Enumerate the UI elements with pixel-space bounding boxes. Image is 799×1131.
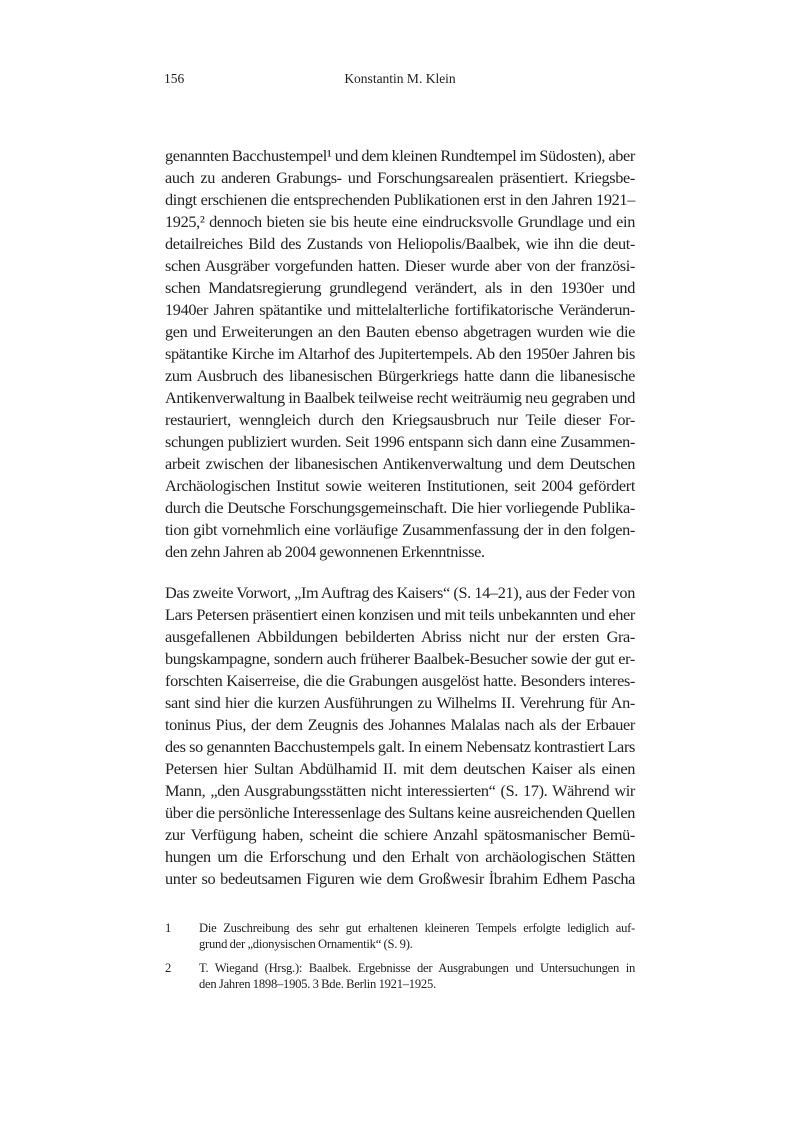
footnote-number: 1 — [165, 921, 172, 935]
text-line: tion gibt vornehmlich eine vorläufige Zusammenfassung der in den folgen- — [165, 520, 635, 539]
text-line: 1940er Jahren spätantike und mittelalterliche fortifikatorische Veränderun- — [165, 300, 635, 319]
footnote-line: grund der „dionysischen Ornamentik“ (S. 9). — [199, 937, 413, 951]
page-number: 156 — [164, 71, 185, 86]
text-line: spätantike Kirche im Altarhof des Jupitertempels. Ab den 1950er Jahren bis — [165, 344, 635, 363]
text-line: Petersen hier Sultan Abdülhamid II. mit dem deutschen Kaiser als einen — [165, 759, 635, 778]
footnote-number: 2 — [165, 961, 172, 975]
text-line: arbeit zwischen der libanesischen Antikenverwaltung und dem Deutschen — [165, 454, 635, 473]
text-line: restauriert, wenngleich durch den Kriegsausbruch nur Teile dieser For- — [165, 410, 635, 429]
footnote-text — [199, 920, 635, 952]
text-line: schen Mandatsregierung grundlegend verändert, als in den 1930er und — [165, 278, 635, 297]
text-line: detailreiches Bild des Zustands von Heliopolis/Baalbek, wie ihn die deut- — [165, 234, 635, 253]
running-head: Konstantin M. Klein — [344, 71, 456, 86]
page-content — [165, 145, 635, 1000]
footnote — [165, 920, 635, 952]
text-line: durch die Deutsche Forschungsgemeinschaft. Die hier vorliegende Publika- — [165, 498, 635, 517]
text-line: zur Verfügung haben, scheint die schiere Anzahl spätosmanischer Bemü- — [165, 825, 635, 844]
text-line: toninus Pius, der dem Zeugnis des Johannes Malalas nach als der Erbauer — [165, 715, 635, 734]
footnotes — [165, 920, 635, 992]
text-line: dingt erschienen die entsprechenden Publikationen erst in den Jahren 1921– — [165, 190, 635, 209]
body-text — [165, 145, 635, 890]
text-line: den zehn Jahren ab 2004 gewonnenen Erkenntnisse. — [165, 542, 485, 561]
text-line: ausgefallenen Abbildungen bebilderten Abriss nicht nur der ersten Gra- — [165, 627, 635, 646]
text-line: genannten Bacchustempel¹ und dem kleinen Rundtempel im Südosten), aber — [165, 146, 635, 165]
text-line: bungskampagne, sondern auch früherer Baalbek-Besucher sowie der gut er- — [165, 649, 635, 668]
text-line: über die persönliche Interessenlage des Sultans keine ausreichenden Quellen — [165, 803, 635, 822]
footnote-line: T. Wiegand (Hrsg.): Baalbek. Ergebnisse der Ausgrabungen und Untersuchungen in — [199, 961, 635, 975]
text-line: schungen publiziert wurden. Seit 1996 entspann sich dann eine Zusammen- — [165, 432, 635, 451]
text-line: hungen um die Erforschung und den Erhalt von archäologischen Stätten — [165, 847, 635, 866]
text-line: Antikenverwaltung in Baalbek teilweise recht weiträumig neu gegraben und — [165, 388, 635, 407]
footnote — [165, 960, 635, 992]
text-line: des so genannten Bacchustempels galt. In einem Nebensatz kontrastiert Lars — [165, 737, 635, 756]
text-line: Mann, „den Ausgrabungsstätten nicht interessierten“ (S. 17). Während wir — [165, 781, 635, 800]
text-line: gen und Erweiterungen an den Bauten ebenso abgetragen wurden wie die — [165, 322, 635, 341]
text-line: auch zu anderen Grabungs- und Forschungsarealen präsentiert. Kriegsbe- — [165, 168, 635, 187]
footnote-line: Die Zuschreibung des sehr gut erhaltenen kleineren Tempels erfolgte lediglich auf- — [199, 921, 635, 935]
text-line: sant sind hier die kurzen Ausführungen zu Wilhelms II. Verehrung für An- — [165, 693, 635, 712]
text-line: 1925,² dennoch bieten sie bis heute eine eindrucksvolle Grundlage und ein — [165, 212, 635, 231]
paragraph — [165, 582, 635, 890]
text-line: Das zweite Vorwort, „Im Auftrag des Kaisers“ (S. 14–21), aus der Feder von — [165, 583, 635, 602]
text-line: zum Ausbruch des libanesischen Bürgerkriegs hatte dann die libanesische — [165, 366, 635, 385]
text-line: schen Ausgräber vorgefunden hatten. Dieser wurde aber von der französi- — [165, 256, 635, 275]
text-line: Archäologischen Institut sowie weiteren Institutionen, seit 2004 gefördert — [165, 476, 635, 495]
text-line: unter so bedeutsamen Figuren wie dem Großwesir İbrahim Edhem Pascha — [165, 869, 635, 888]
text-line: Lars Petersen präsentiert einen konzisen und mit teils unbekannten und eher — [165, 605, 635, 624]
footnote-line: den Jahren 1898–1905. 3 Bde. Berlin 1921–1925. — [199, 977, 436, 991]
paragraph — [165, 145, 635, 563]
text-line: forschten Kaiserreise, die die Grabungen ausgelöst hatte. Besonders interes- — [165, 671, 635, 690]
footnote-text — [199, 960, 635, 992]
